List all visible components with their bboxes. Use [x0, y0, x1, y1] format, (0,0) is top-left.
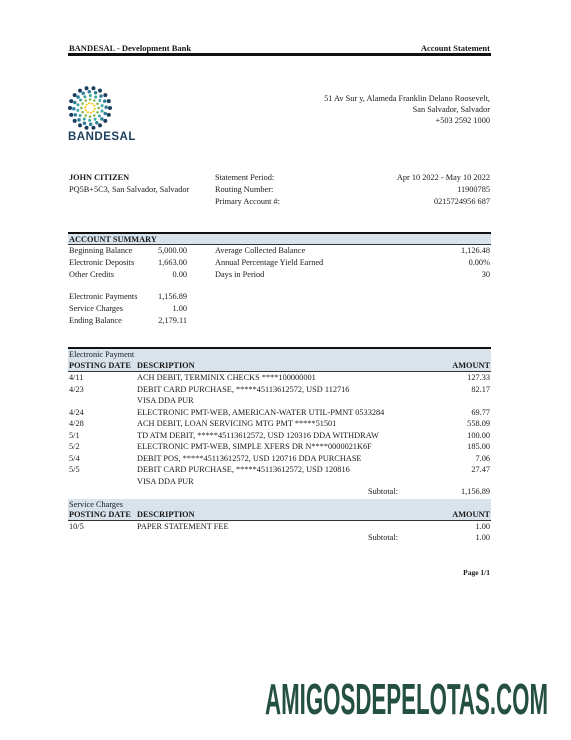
summary-label: Service Charges	[69, 304, 123, 313]
row-amount: 1.00	[475, 522, 490, 531]
summary-right-labels	[215, 245, 323, 281]
subtotal-value: 1,156.89	[460, 487, 490, 496]
table-row	[68, 465, 491, 476]
row-description: ACH DEBIT, LOAN SERVICING MTG PMT *****51501	[137, 419, 337, 428]
table-row	[68, 442, 491, 453]
subtotal-value: 1.00	[475, 533, 490, 542]
subtotal-label: Subtotal:	[368, 533, 398, 542]
customer-address: PQ5B+5C3, San Salvador, Salvador	[69, 185, 190, 194]
row-date: 5/1	[69, 430, 80, 440]
summary-label: Days in Period	[215, 270, 265, 279]
table-row	[68, 419, 491, 430]
summary-label: Average Collected Balance	[215, 246, 306, 255]
summary-label: Electronic Deposits	[69, 258, 135, 267]
summary-value: 1,156.89	[157, 292, 187, 301]
summary-value: 2,179.11	[158, 316, 187, 325]
table-row	[68, 454, 491, 465]
row-date: 4/24	[69, 407, 84, 417]
table-row	[68, 385, 491, 396]
row-date: 5/5	[69, 465, 80, 474]
row-description: ELECTRONIC PMT-WEB, AMERICAN-WATER UTIL-PMNT 0533284	[137, 407, 385, 417]
summary-left2-labels	[69, 291, 137, 327]
col-posting-date: POSTING DATE	[69, 361, 131, 370]
customer-name: JOHN CITIZEN	[69, 173, 130, 182]
service-subtotal-row	[68, 533, 491, 544]
bank-address-line2: San Salvador, Salvador	[412, 105, 490, 114]
summary-right-values	[461, 245, 490, 281]
statement-labels	[215, 172, 280, 208]
account-value: 0215724956 687	[433, 197, 490, 206]
row-date: 5/2	[69, 442, 80, 451]
summary-title: ACCOUNT SUMMARY	[69, 235, 157, 244]
summary-label: Annual Percentage Yield Earned	[215, 258, 324, 267]
row-amount: 185.00	[467, 442, 490, 451]
row-amount: 27.47	[471, 465, 490, 474]
col-posting-date: POSTING DATE	[69, 510, 131, 519]
electronic-title: Electronic Payment	[69, 350, 135, 359]
service-header-underline	[68, 520, 491, 521]
summary-value: 1,126.48	[460, 246, 490, 255]
col-description: DESCRIPTION	[137, 510, 195, 519]
col-description: DESCRIPTION	[137, 361, 195, 370]
summary-value: 0.00	[172, 270, 187, 279]
table-row	[68, 408, 491, 419]
col-amount: AMOUNT	[452, 510, 490, 519]
document-title: Account Statement	[420, 43, 490, 53]
electronic-header-underline	[68, 371, 491, 372]
summary-label: Beginning Balance	[69, 246, 133, 255]
electronic-subtotal-row	[68, 487, 491, 498]
row-description: TD ATM DEBIT, *****45113612572, USD 120316 DDA WITHDRAW	[137, 430, 379, 440]
summary-left2-values	[140, 291, 187, 327]
service-title: Service Charges	[69, 500, 123, 509]
summary-value: 5,000.00	[157, 246, 187, 255]
row-date: 10/5	[69, 522, 84, 531]
bank-phone: +503 2592 1000	[435, 116, 490, 125]
row-description: VISA DDA PUR	[137, 396, 194, 405]
row-description: DEBIT CARD PURCHASE, *****45113612572, USD 112716	[137, 384, 350, 394]
table-row	[68, 522, 491, 533]
row-amount: 558.09	[467, 419, 490, 428]
row-amount: 82.17	[471, 384, 490, 394]
row-date: 4/11	[69, 373, 84, 382]
row-amount: 7.06	[475, 453, 490, 463]
table-row	[68, 373, 491, 384]
summary-value: 30	[481, 270, 490, 279]
period-label: Statement Period:	[215, 173, 275, 182]
routing-label: Routing Number:	[215, 185, 274, 194]
summary-value: 0.00%	[468, 258, 490, 267]
watermark	[265, 672, 550, 722]
routing-value: 11900785	[457, 185, 490, 194]
row-amount: 127.33	[467, 373, 490, 382]
col-amount: AMOUNT	[452, 361, 490, 370]
summary-value: 1.00	[172, 304, 187, 313]
statement-values	[397, 172, 490, 208]
bank-address	[324, 93, 490, 126]
logo-text: BANDESAL	[68, 131, 136, 143]
summary-label: Electronic Payments	[69, 292, 138, 301]
summary-label: Other Credits	[69, 270, 114, 279]
summary-value: 1,663.00	[157, 258, 187, 267]
row-date: 4/28	[69, 419, 84, 428]
header-rule	[68, 53, 491, 56]
row-description: PAPER STATEMENT FEE	[137, 522, 229, 531]
table-row	[68, 396, 491, 407]
period-value: Apr 10 2022 - May 10 2022	[396, 173, 490, 182]
row-amount: 69.77	[471, 407, 490, 417]
summary-left-labels	[69, 245, 134, 281]
row-date: 5/4	[69, 453, 80, 463]
row-amount: 100.00	[467, 430, 490, 440]
subtotal-label: Subtotal:	[368, 487, 398, 496]
row-date: 4/23	[69, 384, 84, 394]
row-description: ELECTRONIC PMT-WEB, SIMPLE XFERS DR N****0000021K6F	[137, 442, 372, 451]
table-row	[68, 431, 491, 442]
summary-label: Ending Balance	[69, 316, 122, 325]
row-description: ACH DEBIT, TERMINIX CHECKS ****100000001	[137, 373, 316, 382]
table-row	[68, 477, 491, 488]
watermark-text: AMIGOSDEPELOTAS.COM	[265, 675, 548, 722]
row-description: VISA DDA PUR	[137, 476, 194, 486]
row-description: DEBIT POS, *****45113612572, USD 120716 DDA PURCHASE	[137, 453, 362, 463]
customer-block	[69, 172, 189, 196]
page-number: Page 1/1	[463, 568, 490, 577]
account-label: Primary Account #:	[215, 197, 280, 206]
summary-left-values	[140, 245, 187, 281]
row-description: DEBIT CARD PURCHASE, *****45113612572, USD 120816	[137, 465, 350, 474]
bank-name-header: BANDESAL - Development Bank	[69, 43, 192, 53]
bank-address-line1: 51 Av Sur y, Alameda Franklin Delano Roosevelt,	[324, 94, 490, 103]
